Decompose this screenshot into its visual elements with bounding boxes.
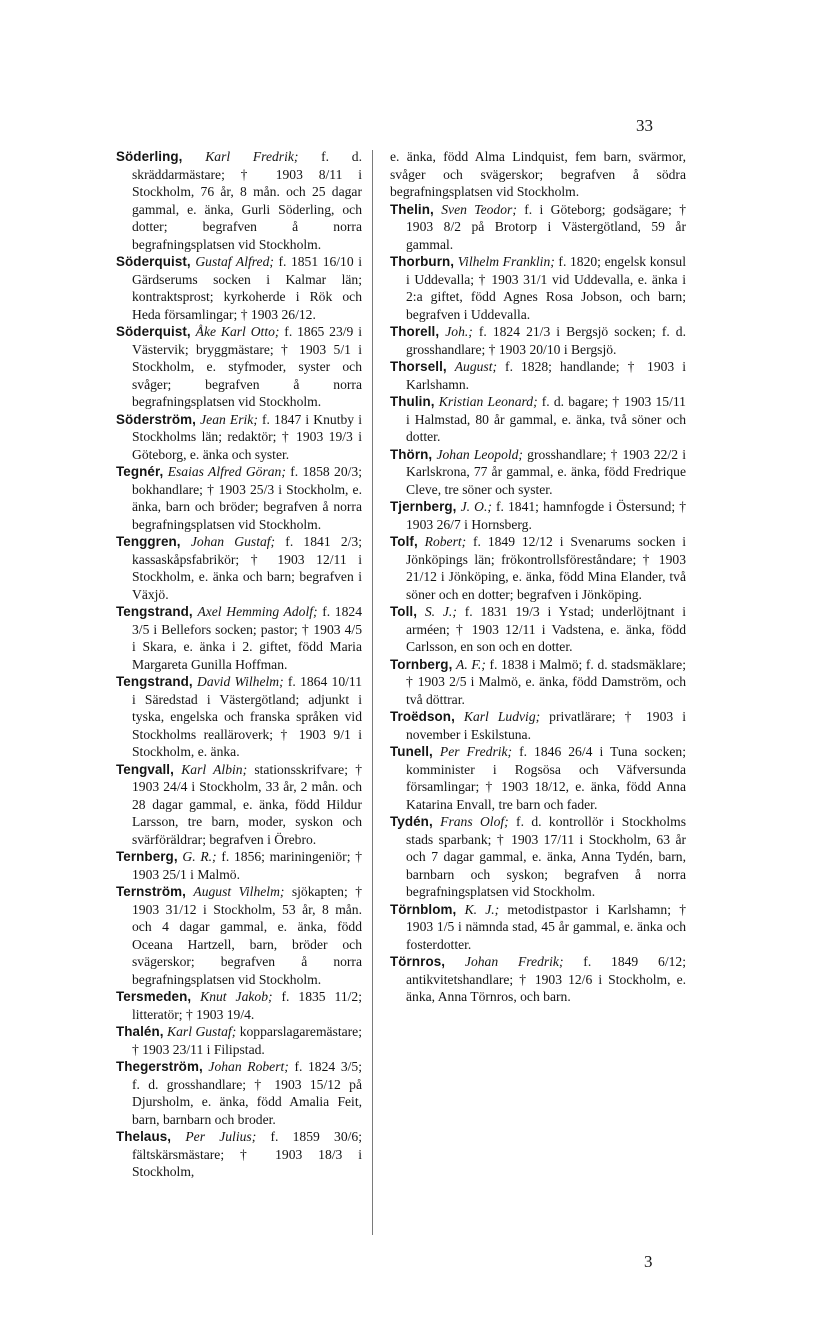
register-entry	[390, 708, 686, 743]
entry-given-names: David Wilhelm;	[197, 674, 284, 689]
register-entry	[390, 446, 686, 499]
entry-surname: Thorell,	[390, 324, 440, 339]
register-entry	[116, 148, 362, 253]
entry-given-names: Robert;	[424, 534, 467, 549]
entry-given-names: K. J.;	[464, 901, 500, 917]
register-entry	[390, 656, 686, 709]
entry-given-names: Karl Gustaf;	[167, 1024, 237, 1039]
register-entry	[116, 1058, 362, 1128]
register-entry	[390, 498, 686, 533]
register-entry	[116, 761, 362, 849]
entry-given-names: Esaias Alfred Göran;	[167, 464, 286, 479]
entry-given-names: Axel Hemming Adolf;	[197, 604, 318, 619]
entry-given-names: Jean Erik;	[200, 411, 258, 427]
register-entry	[390, 813, 686, 901]
entry-details: f. 1849 12/12 i Svenarums socken i Jönköpings län; frökontrollsföreståndare; † 1903 21/12 i Jönköping, e. änka, född Mina Elander, två söner och en dotter; begrafven i Jönköping.	[406, 534, 687, 602]
entry-given-names: Per Julius;	[185, 1129, 257, 1144]
entry-surname: Thörn,	[390, 446, 433, 462]
register-entry	[116, 883, 362, 988]
entry-surname: Tunell,	[390, 744, 433, 759]
entry-given-names: Karl Albin;	[181, 761, 248, 777]
entry-surname: Thelin,	[390, 201, 434, 217]
entry-given-names: Joh.;	[445, 324, 473, 339]
register-entry	[390, 148, 686, 201]
entry-surname: Thegerström,	[116, 1059, 203, 1074]
entry-details: f. 1838 i Malmö; f. d. stadsmäklare; † 1903 2/5 i Malmö, e. änka, född Damström, och två döttrar.	[406, 656, 686, 707]
entry-details: f. 1824 21/3 i Bergsjö socken; f. d. grosshandlare; † 1903 20/10 i Bergsjö.	[406, 324, 686, 357]
register-entry	[116, 673, 362, 761]
entry-surname: Tydén,	[390, 814, 433, 829]
entry-details: f. 1865 23/9 i Västervik; bryggmästare; † 1903 5/1 i Stockholm, e. styfmoder, syster och svåger; begrafven å norra begrafningsplatsen vid Stockholm.	[132, 324, 363, 409]
register-entry	[390, 323, 686, 358]
register-entry	[390, 743, 686, 813]
entry-surname: Tornberg,	[390, 656, 453, 672]
register-entry	[116, 533, 362, 603]
entry-details: f. 1859 30/6; fältskärsmästare; † 1903 18/3 i Stockholm,	[132, 1129, 362, 1179]
entry-surname: Söderquist,	[116, 254, 191, 269]
entry-surname: Söderquist,	[116, 324, 191, 339]
entry-details: f. 1841 2/3; kassaskåpsfabrikör; † 1903 12/11 i Stockholm, e. änka och barn; begrafven i Växjö.	[132, 534, 362, 602]
entry-details: f. i Göteborg; godsägare; † 1903 8/2 på Brotorp i Västergötland, 59 år gammal.	[406, 201, 686, 252]
entry-details: f. 1831 19/3 i Ystad; underlöjtnant i arméen; † 1903 12/11 i Vadstena, e. änka, född Carlsson, en son och en dotter.	[406, 604, 687, 654]
entry-details: f. 1847 i Knutby i Stockholms län; redaktör; † 1903 19/3 i Göteborg, e. änka och syster.	[132, 411, 362, 462]
entry-details: sjökapten; † 1903 31/12 i Stockholm, 53 år, 8 mån. och 4 dagar gammal, e. änka, född Oceana Hartzell, barn, bröder och svägerskor; begrafven å norra begrafningsplatsen vid Stockholm.	[132, 884, 362, 987]
register-entry	[390, 253, 686, 323]
entry-given-names: Vilhelm Franklin;	[457, 254, 555, 269]
entry-details: f. 1849 6/12; antikvitetshandlare; † 1903 12/6 i Stockholm, e. änka, Anna Törnros, och barn.	[406, 954, 686, 1004]
entry-surname: Tegnér,	[116, 464, 164, 479]
entry-details: f. 1856; mariningeniör; † 1903 25/1 i Malmö.	[132, 849, 362, 882]
entry-given-names: G. R.;	[182, 849, 217, 864]
entry-surname: Tengstrand,	[116, 604, 193, 619]
entry-given-names: Karl Ludvig;	[463, 709, 541, 724]
entry-surname: Tolf,	[390, 534, 418, 549]
entry-details: f. 1851 16/10 i Gärdserums socken i Kalmar län; kontraktsprost; kyrkoherde i Rök och Heda församlingar; † 1903 26/12.	[132, 254, 362, 322]
entry-surname: Tengstrand,	[116, 674, 193, 689]
entry-details: f. d. kontrollör i Stockholms stads sparbank; † 1903 17/11 i Stockholm, 63 år och 7 dagar gammal, e. änka, Anna Tydén, barn, barnbarn och syskon; begrafven å norra begrafningsplatsen vid Stockholm.	[406, 814, 686, 899]
register-entry	[116, 1023, 362, 1058]
entry-given-names: S. J.;	[424, 604, 457, 619]
entry-details: stationsskrifvare; † 1903 24/4 i Stockholm, 33 år, 2 mån. och 28 dagar gammal, e. änka, född Hildur Larsson, tre barn, moder, syskon och svärföräldrar; begrafven i Örebro.	[132, 761, 363, 847]
entry-surname: Tengvall,	[116, 761, 174, 777]
register-entry	[390, 953, 686, 1006]
entry-given-names: Kristian Leonard;	[438, 394, 538, 409]
entry-given-names: Karl Fredrik;	[205, 149, 299, 164]
entry-surname: Thorsell,	[390, 359, 447, 374]
entry-surname: Söderling,	[116, 149, 183, 164]
register-entry	[116, 253, 362, 323]
entry-surname: Ternström,	[116, 884, 186, 899]
register-entry	[116, 463, 362, 533]
register-entry	[116, 323, 362, 411]
entry-details: metodistpastor i Karlshamn; † 1903 1/5 i nämnda stad, 45 år gammal, e. änka och fosterdotter.	[406, 901, 686, 952]
entry-details: f. d. skräddarmästare; † 1903 8/11 i Stockholm, 76 år, 8 mån. och 25 dagar gammal, e. änka, Gurli Söderling, och dotter; begrafven å norra begrafningsplatsen vid Stockholm.	[132, 149, 362, 252]
entry-given-names: Gustaf Alfred;	[195, 254, 274, 269]
entry-surname: Thelaus,	[116, 1129, 172, 1144]
entry-given-names: Åke Karl Otto;	[195, 324, 280, 339]
entry-details: f. 1864 10/11 i Säredstad i Västergötland; adjunkt i tyska, engelska och franska språken vid Stockholms realläroverk; † 1903 9/1 i Stockholm, e. änka.	[132, 674, 362, 759]
entry-given-names: Frans Olof;	[440, 814, 509, 829]
entry-given-names: Johan Robert;	[208, 1059, 289, 1074]
entry-details: f. 1820; engelsk konsul i Uddevalla; † 1903 31/1 vid Uddevalla, e. änka i 2:a giftet, född Agnes Rosa Jobson, och barn; begrafven i Uddevalla.	[406, 254, 686, 322]
entry-details: f. 1858 20/3; bokhandlare; † 1903 25/3 i Stockholm, e. änka, barn och bröder; begrafven å norra begrafningsplatsen vid Stockholm.	[132, 464, 362, 532]
entry-given-names: J. O.;	[460, 499, 492, 514]
register-entry	[390, 901, 686, 954]
page-number-bottom: 3	[644, 1252, 653, 1271]
entry-surname: Thalén,	[116, 1024, 164, 1039]
entry-given-names: Johan Fredrik;	[464, 954, 564, 969]
entry-surname: Tjernberg,	[390, 499, 457, 514]
entry-given-names: Sven Teodor;	[441, 201, 517, 217]
entry-details: e. änka, född Alma Lindquist, fem barn, svärmor, svåger och svägerskor; begrafven å södra begrafningsplatsen vid Stockholm.	[390, 149, 686, 199]
entry-details: f. 1824 3/5 i Bellefors socken; pastor; † 1903 4/5 i Skara, e. änka i 2. giftet, född Maria Margareta Gunilla Hoffman.	[132, 604, 362, 672]
entry-surname: Tenggren,	[116, 534, 181, 549]
entry-surname: Törnblom,	[390, 901, 457, 917]
entry-given-names: Per Fredrik;	[439, 744, 513, 759]
register-entry	[116, 1128, 362, 1181]
entry-details: privatlärare; † 1903 i november i Eskilstuna.	[406, 709, 686, 742]
register-entry	[390, 358, 686, 393]
entry-given-names: Johan Gustaf;	[190, 534, 276, 549]
register-entry	[116, 411, 362, 464]
right-column	[390, 148, 686, 1006]
entry-surname: Toll,	[390, 604, 418, 619]
register-entry	[116, 988, 362, 1023]
entry-details: grosshandlare; † 1903 22/2 i Karlskrona, 77 år gammal, e. änka, född Fredrique Cleve, tre söner och syster.	[406, 446, 686, 497]
entry-surname: Thulin,	[390, 394, 435, 409]
entry-details: kopparslagaremästare; † 1903 23/11 i Filipstad.	[132, 1024, 362, 1057]
entry-details: f. 1828; handlande; † 1903 i Karlshamn.	[406, 359, 686, 392]
register-entry	[390, 533, 686, 603]
register-entry	[116, 603, 362, 673]
register-entry	[390, 603, 686, 656]
register-entry	[390, 201, 686, 254]
entry-details: f. 1824 3/5; f. d. grosshandlare; † 1903 15/12 på Djursholm, e. änka, född Amalia Feit, barn, barnbarn och broder.	[132, 1059, 362, 1127]
entry-details: f. d. bagare; † 1903 15/11 i Halmstad, 80 år gammal, e. änka, två söner och dotter.	[406, 394, 686, 444]
column-divider	[372, 150, 373, 1235]
entry-given-names: A. F.;	[456, 656, 486, 672]
left-column	[116, 148, 362, 1181]
entry-surname: Thorburn,	[390, 254, 455, 269]
entry-given-names: Johan Leopold;	[436, 446, 523, 462]
entry-surname: Tersmeden,	[116, 989, 192, 1004]
entry-given-names: Knut Jakob;	[200, 989, 273, 1004]
entry-details: f. 1835 11/2; litteratör; † 1903 19/4.	[132, 989, 362, 1022]
page-number-top: 33	[636, 116, 653, 135]
entry-surname: Troëdson,	[390, 709, 455, 724]
entry-surname: Söderström,	[116, 411, 196, 427]
entry-details: f. 1841; hamnfogde i Östersund; † 1903 26/7 i Hornsberg.	[406, 499, 686, 532]
entry-given-names: August;	[454, 359, 498, 374]
register-entry	[116, 848, 362, 883]
entry-given-names: August Vilhelm;	[193, 884, 285, 899]
entry-details: f. 1846 26/4 i Tuna socken; komminister i Rogsösa och Väfversunda församlingar; † 1903 18/12, e. änka, född Anna Katarina Envall, tre barn och fader.	[406, 744, 686, 812]
entry-surname: Törnros,	[390, 954, 446, 969]
entry-surname: Ternberg,	[116, 849, 178, 864]
register-entry	[390, 393, 686, 446]
